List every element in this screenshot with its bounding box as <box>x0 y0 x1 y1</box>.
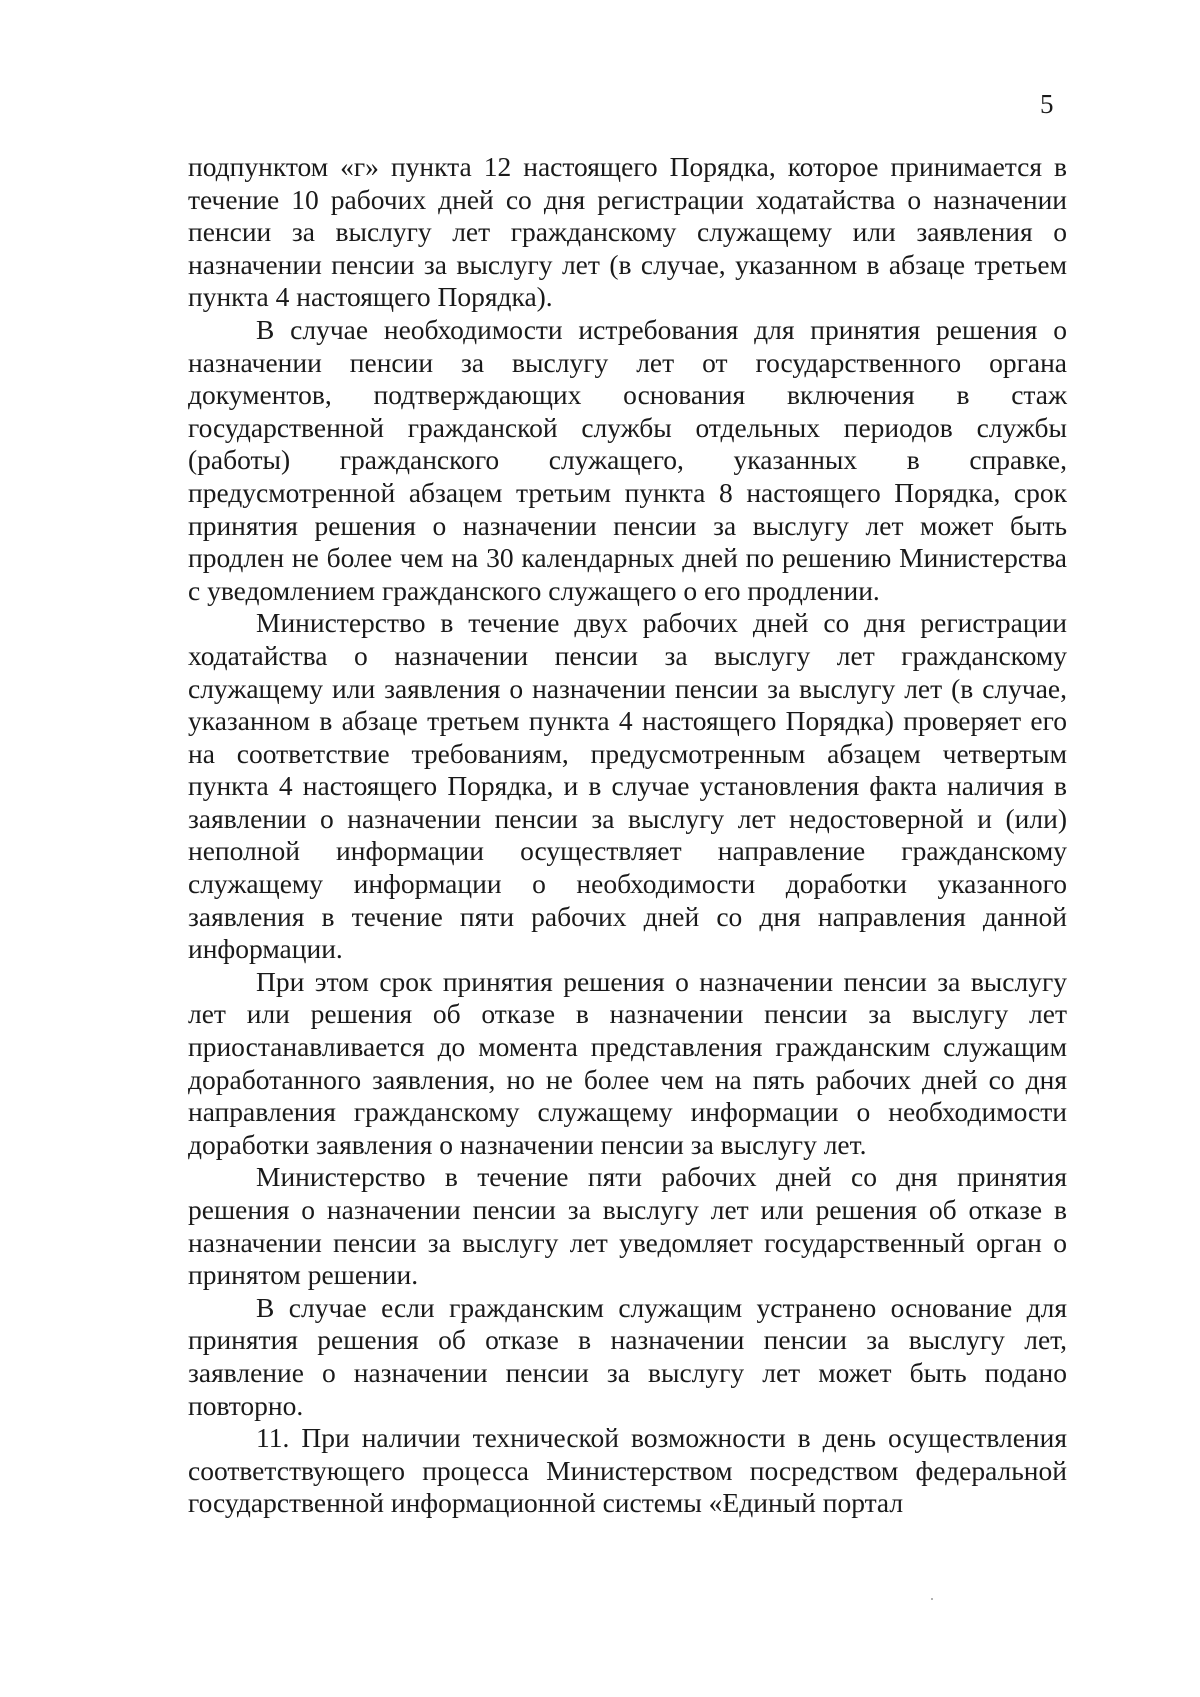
paragraph-notification: Министерство в течение пяти рабочих дней со дня принятия решения о назначении пенсии за выслугу лет или решения об отказе в назначении пенсии за выслугу лет уведомляет государственный орган о принятом решении. <box>188 1161 1067 1291</box>
paragraph-suspension-of-term: При этом срок принятия решения о назначении пенсии за выслугу лет или решения об отказе в назначении пенсии за выслугу лет приостанавливается до момента представления гражданским служащим доработанного заявления, но не более чем на пять рабочих дней со дня направления гражданскому служащему информации о необходимости доработки заявления о назначении пенсии за выслугу лет. <box>188 965 1067 1160</box>
page-number: 5 <box>1040 89 1054 119</box>
document-text <box>188 151 1067 1520</box>
scan-speck <box>931 1598 933 1600</box>
paragraph-item-11: 11. При наличии технической возможности в день осуществления соответствующего процесса Министерством посредством федеральной государственной информационной системы «Единый портал <box>188 1422 1067 1519</box>
paragraph-ministry-verification: Министерство в течение двух рабочих дней со дня регистрации ходатайства о назначении пенсии за выслугу лет гражданскому служащему или заявления о назначении пенсии за выслугу лет (в случае, указанном в абзаце третьем пункта 4 настоящего Порядка) проверяет его на соответствие требованиям, предусмотренным абзацем четвертым пункта 4 настоящего Порядка, и в случае установления факта наличия в заявлении о назначении пенсии за выслугу лет недостоверной и (или) неполной информации осуществляет направление гражданскому служащему информации о необходимости доработки указанного заявления в течение пяти рабочих дней со дня направления данной информации. <box>188 607 1067 965</box>
paragraph-continuation: подпунктом «г» пункта 12 настоящего Порядка, которое принимается в течение 10 рабочих дней со дня регистрации ходатайства о назначении пенсии за выслугу лет гражданскому служащему или заявления о назначении пенсии за выслугу лет (в случае, указанном в абзаце третьем пункта 4 настоящего Порядка). <box>188 151 1067 313</box>
paragraph-extension-of-term: В случае необходимости истребования для принятия решения о назначении пенсии за выслугу лет от государственного органа документов, подтверждающих основания включения в стаж государственной гражданской службы отдельных периодов службы (работы) гражданского служащего, указанных в справке, предусмотренной абзацем третьим пункта 8 настоящего Порядка, срок принятия решения о назначении пенсии за выслугу лет может быть продлен не более чем на 30 календарных дней по решению Министерства с уведомлением гражданского служащего о его продлении. <box>188 313 1067 606</box>
paragraph-resubmission: В случае если гражданским служащим устранено основание для принятия решения об отказе в назначении пенсии за выслугу лет, заявление о назначении пенсии за выслугу лет может быть подано повторно. <box>188 1291 1067 1421</box>
